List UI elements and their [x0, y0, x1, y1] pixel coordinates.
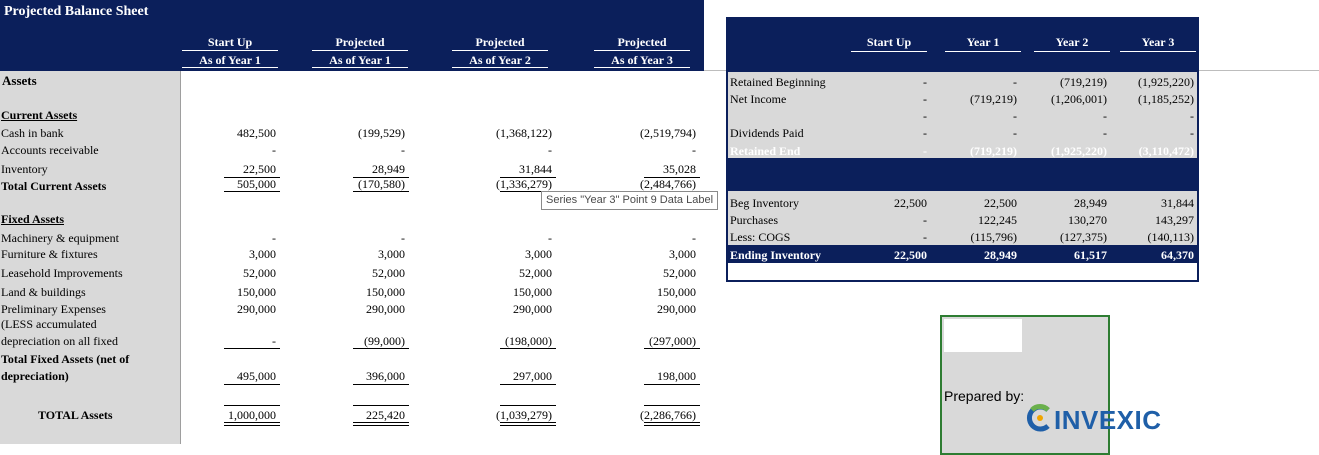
column-header-line1: Projected [475, 35, 525, 49]
summary-cell-value: - [1190, 109, 1194, 123]
total-rule [224, 191, 280, 192]
summary-cell-value: (719,219) [1060, 75, 1107, 89]
cell-value: 290,000 [513, 302, 552, 316]
total-rule [224, 422, 280, 423]
total-rule [224, 384, 280, 385]
row-label: Inventory [1, 162, 48, 176]
cell-value: 52,000 [519, 266, 552, 280]
cell-value: - [692, 143, 696, 157]
summary-header-underline [1120, 51, 1196, 52]
total-rule [353, 348, 409, 349]
page-title: Projected Balance Sheet [4, 4, 149, 19]
summary-cell-value: - [923, 144, 927, 158]
row-label: Leasehold Improvements [1, 266, 123, 280]
cell-value: (2,519,794) [640, 126, 696, 140]
invexic-logo-icon [1026, 404, 1054, 432]
summary-cell-value: 130,270 [1068, 213, 1107, 227]
total-rule [500, 422, 556, 423]
cell-value: - [272, 231, 276, 245]
cell-value: 31,844 [519, 162, 552, 176]
total-rule [224, 405, 280, 406]
summary-cell-value: 22,500 [984, 196, 1017, 210]
cell-value: 150,000 [237, 285, 276, 299]
depreciation-label-2: depreciation on all fixed [1, 334, 118, 348]
summary-cell-value: - [1103, 126, 1107, 140]
cell-value: 150,000 [657, 285, 696, 299]
summary-cell-value: - [923, 213, 927, 227]
cell-value: - [272, 334, 276, 348]
cell-value: 505,000 [237, 177, 276, 191]
cell-value: 28,949 [372, 162, 405, 176]
summary-cell-value: (719,219) [970, 92, 1017, 106]
cell-value: 22,500 [243, 162, 276, 176]
summary-cell-value: 22,500 [894, 248, 927, 262]
column-header-underline [182, 50, 278, 51]
column-header-underline [312, 50, 408, 51]
column-header-underline [594, 67, 690, 68]
summary-cell-value: - [923, 92, 927, 106]
summary-cell-value: 122,245 [978, 213, 1017, 227]
summary-cell-value: 22,500 [894, 196, 927, 210]
summary-cell-value: - [1103, 109, 1107, 123]
summary-row-label: Retained Beginning [730, 75, 826, 89]
summary-row-label: Beg Inventory [730, 196, 799, 210]
tooltip-text: Series "Year 3" Point 9 Data Label [546, 194, 714, 206]
cell-value: (297,000) [649, 334, 696, 348]
cell-value: - [548, 143, 552, 157]
row-label: Preliminary Expenses [1, 302, 106, 316]
cell-value: 3,000 [669, 247, 696, 261]
column-header-underline [452, 67, 548, 68]
summary-cell-value: (719,219) [970, 144, 1017, 158]
summary-cell-value: - [923, 126, 927, 140]
column-header-line2: As of Year 2 [469, 53, 531, 67]
logo-blank-area [944, 319, 1022, 352]
summary-row-label: Purchases [730, 213, 778, 227]
cell-value: (198,000) [505, 334, 552, 348]
total-assets-label: TOTAL Assets [38, 408, 113, 422]
row-label: Cash in bank [1, 126, 64, 140]
cell-value: (1,039,279) [496, 408, 552, 422]
total-rule [644, 384, 700, 385]
column-header-underline [594, 50, 690, 51]
summary-column-header: Year 2 [1055, 35, 1089, 49]
column-header-line2: As of Year 1 [199, 53, 261, 67]
cell-value: 35,028 [663, 162, 696, 176]
summary-cell-value: (115,796) [970, 230, 1017, 244]
cell-value: 3,000 [378, 247, 405, 261]
column-header-line2: As of Year 3 [611, 53, 673, 67]
prepared-by-box [940, 315, 1162, 455]
total-rule [644, 405, 700, 406]
row-label: Machinery & equipment [1, 231, 119, 245]
summary-cell-value: 61,517 [1074, 248, 1107, 262]
summary-column-header: Year 1 [966, 35, 1000, 49]
cell-value: 290,000 [237, 302, 276, 316]
summary-row-label: Dividends Paid [730, 126, 804, 140]
summary-cell-value: 28,949 [984, 248, 1017, 262]
summary-cell-value: - [923, 109, 927, 123]
summary-cell-value: (3,110,472) [1138, 144, 1194, 158]
summary-cell-value: - [1013, 109, 1017, 123]
total-rule [353, 384, 409, 385]
summary-cell-value: (1,925,220) [1138, 75, 1194, 89]
summary-cell-value: 28,949 [1074, 196, 1107, 210]
summary-cell-value: (1,185,252) [1138, 92, 1194, 106]
data-label-tooltip [541, 191, 718, 210]
cell-value: 198,000 [657, 369, 696, 383]
total-rule [353, 405, 409, 406]
cell-value: 495,000 [237, 369, 276, 383]
cell-value: 225,420 [366, 408, 405, 422]
total-rule [500, 348, 556, 349]
cell-value: - [272, 143, 276, 157]
total-rule [500, 425, 556, 426]
total-rule [500, 405, 556, 406]
summary-cell-value: - [923, 230, 927, 244]
cell-value: 482,500 [237, 126, 276, 140]
cell-value: - [548, 231, 552, 245]
summary-cell-value: 143,297 [1155, 213, 1194, 227]
summary-column-header: Year 3 [1141, 35, 1175, 49]
summary-panel-bottom [728, 263, 1197, 280]
column-header-underline [312, 67, 408, 68]
total-rule [224, 348, 280, 349]
prepared-by-label: Prepared by: [944, 388, 1025, 404]
cell-value: 150,000 [513, 285, 552, 299]
summary-row-label: Less: COGS [730, 230, 791, 244]
column-header-line2: As of Year 1 [329, 53, 391, 67]
total-rule [644, 425, 700, 426]
cell-value: (1,336,279) [496, 177, 552, 191]
total-rule [644, 422, 700, 423]
total-current-assets-label: Total Current Assets [1, 179, 107, 193]
summary-cell-value: - [1013, 75, 1017, 89]
brand-name: INVEXIC [1054, 405, 1162, 435]
row-label: Accounts receivable [1, 143, 99, 157]
assets-heading: Assets [2, 73, 37, 88]
cell-value: 150,000 [366, 285, 405, 299]
summary-row-label: Net Income [730, 92, 787, 106]
cell-value: (99,000) [364, 334, 405, 348]
summary-cell-value: 64,370 [1161, 248, 1194, 262]
cell-value: (170,580) [358, 177, 405, 191]
column-header-line1: Projected [617, 35, 667, 49]
summary-cell-value: (1,925,220) [1051, 144, 1107, 158]
retained-end-label: Retained End [730, 144, 801, 158]
column-header-underline [452, 50, 548, 51]
cell-value: (1,368,122) [496, 126, 552, 140]
column-header-underline [182, 67, 278, 68]
column-header-line1: Projected [335, 35, 385, 49]
cell-value: (199,529) [358, 126, 405, 140]
summary-header-underline [945, 51, 1021, 52]
summary-cell-value: - [1190, 126, 1194, 140]
total-rule [353, 191, 409, 192]
current-assets-heading: Current Assets [1, 108, 78, 122]
cell-value: 297,000 [513, 369, 552, 383]
cell-value: - [692, 231, 696, 245]
row-label: Land & buildings [1, 285, 86, 299]
total-rule [353, 425, 409, 426]
column-header-line1: Start Up [207, 35, 253, 49]
cell-value: 52,000 [372, 266, 405, 280]
total-fixed-assets-label-2: depreciation) [1, 369, 69, 383]
ending-inventory-label: Ending Inventory [730, 248, 822, 262]
cell-value: - [401, 231, 405, 245]
row-label: Furniture & fixtures [1, 247, 98, 261]
cell-value: 1,000,000 [228, 408, 276, 422]
total-rule [353, 422, 409, 423]
total-fixed-assets-label: Total Fixed Assets (net of [1, 352, 130, 366]
cell-value: 3,000 [249, 247, 276, 261]
summary-cell-value: (127,375) [1060, 230, 1107, 244]
cell-value: 290,000 [657, 302, 696, 316]
total-rule [644, 348, 700, 349]
cell-value: - [401, 143, 405, 157]
cell-value: 52,000 [663, 266, 696, 280]
depreciation-label-1: (LESS accumulated [1, 317, 97, 331]
total-rule [500, 384, 556, 385]
cell-value: (2,484,766) [640, 177, 696, 191]
cell-value: 52,000 [243, 266, 276, 280]
summary-header-underline [851, 51, 927, 52]
cell-value: 3,000 [525, 247, 552, 261]
cell-value: (2,286,766) [640, 408, 696, 422]
summary-cell-value: - [923, 75, 927, 89]
summary-cell-value: 31,844 [1161, 196, 1194, 210]
summary-cell-value: (1,206,001) [1051, 92, 1107, 106]
cell-value: 396,000 [366, 369, 405, 383]
summary-cell-value: (140,113) [1147, 230, 1194, 244]
total-rule [224, 425, 280, 426]
cell-value: 290,000 [366, 302, 405, 316]
summary-cell-value: - [1013, 126, 1017, 140]
summary-column-header: Start Up [866, 35, 912, 49]
summary-header-underline [1034, 51, 1110, 52]
fixed-assets-heading: Fixed Assets [1, 212, 64, 226]
